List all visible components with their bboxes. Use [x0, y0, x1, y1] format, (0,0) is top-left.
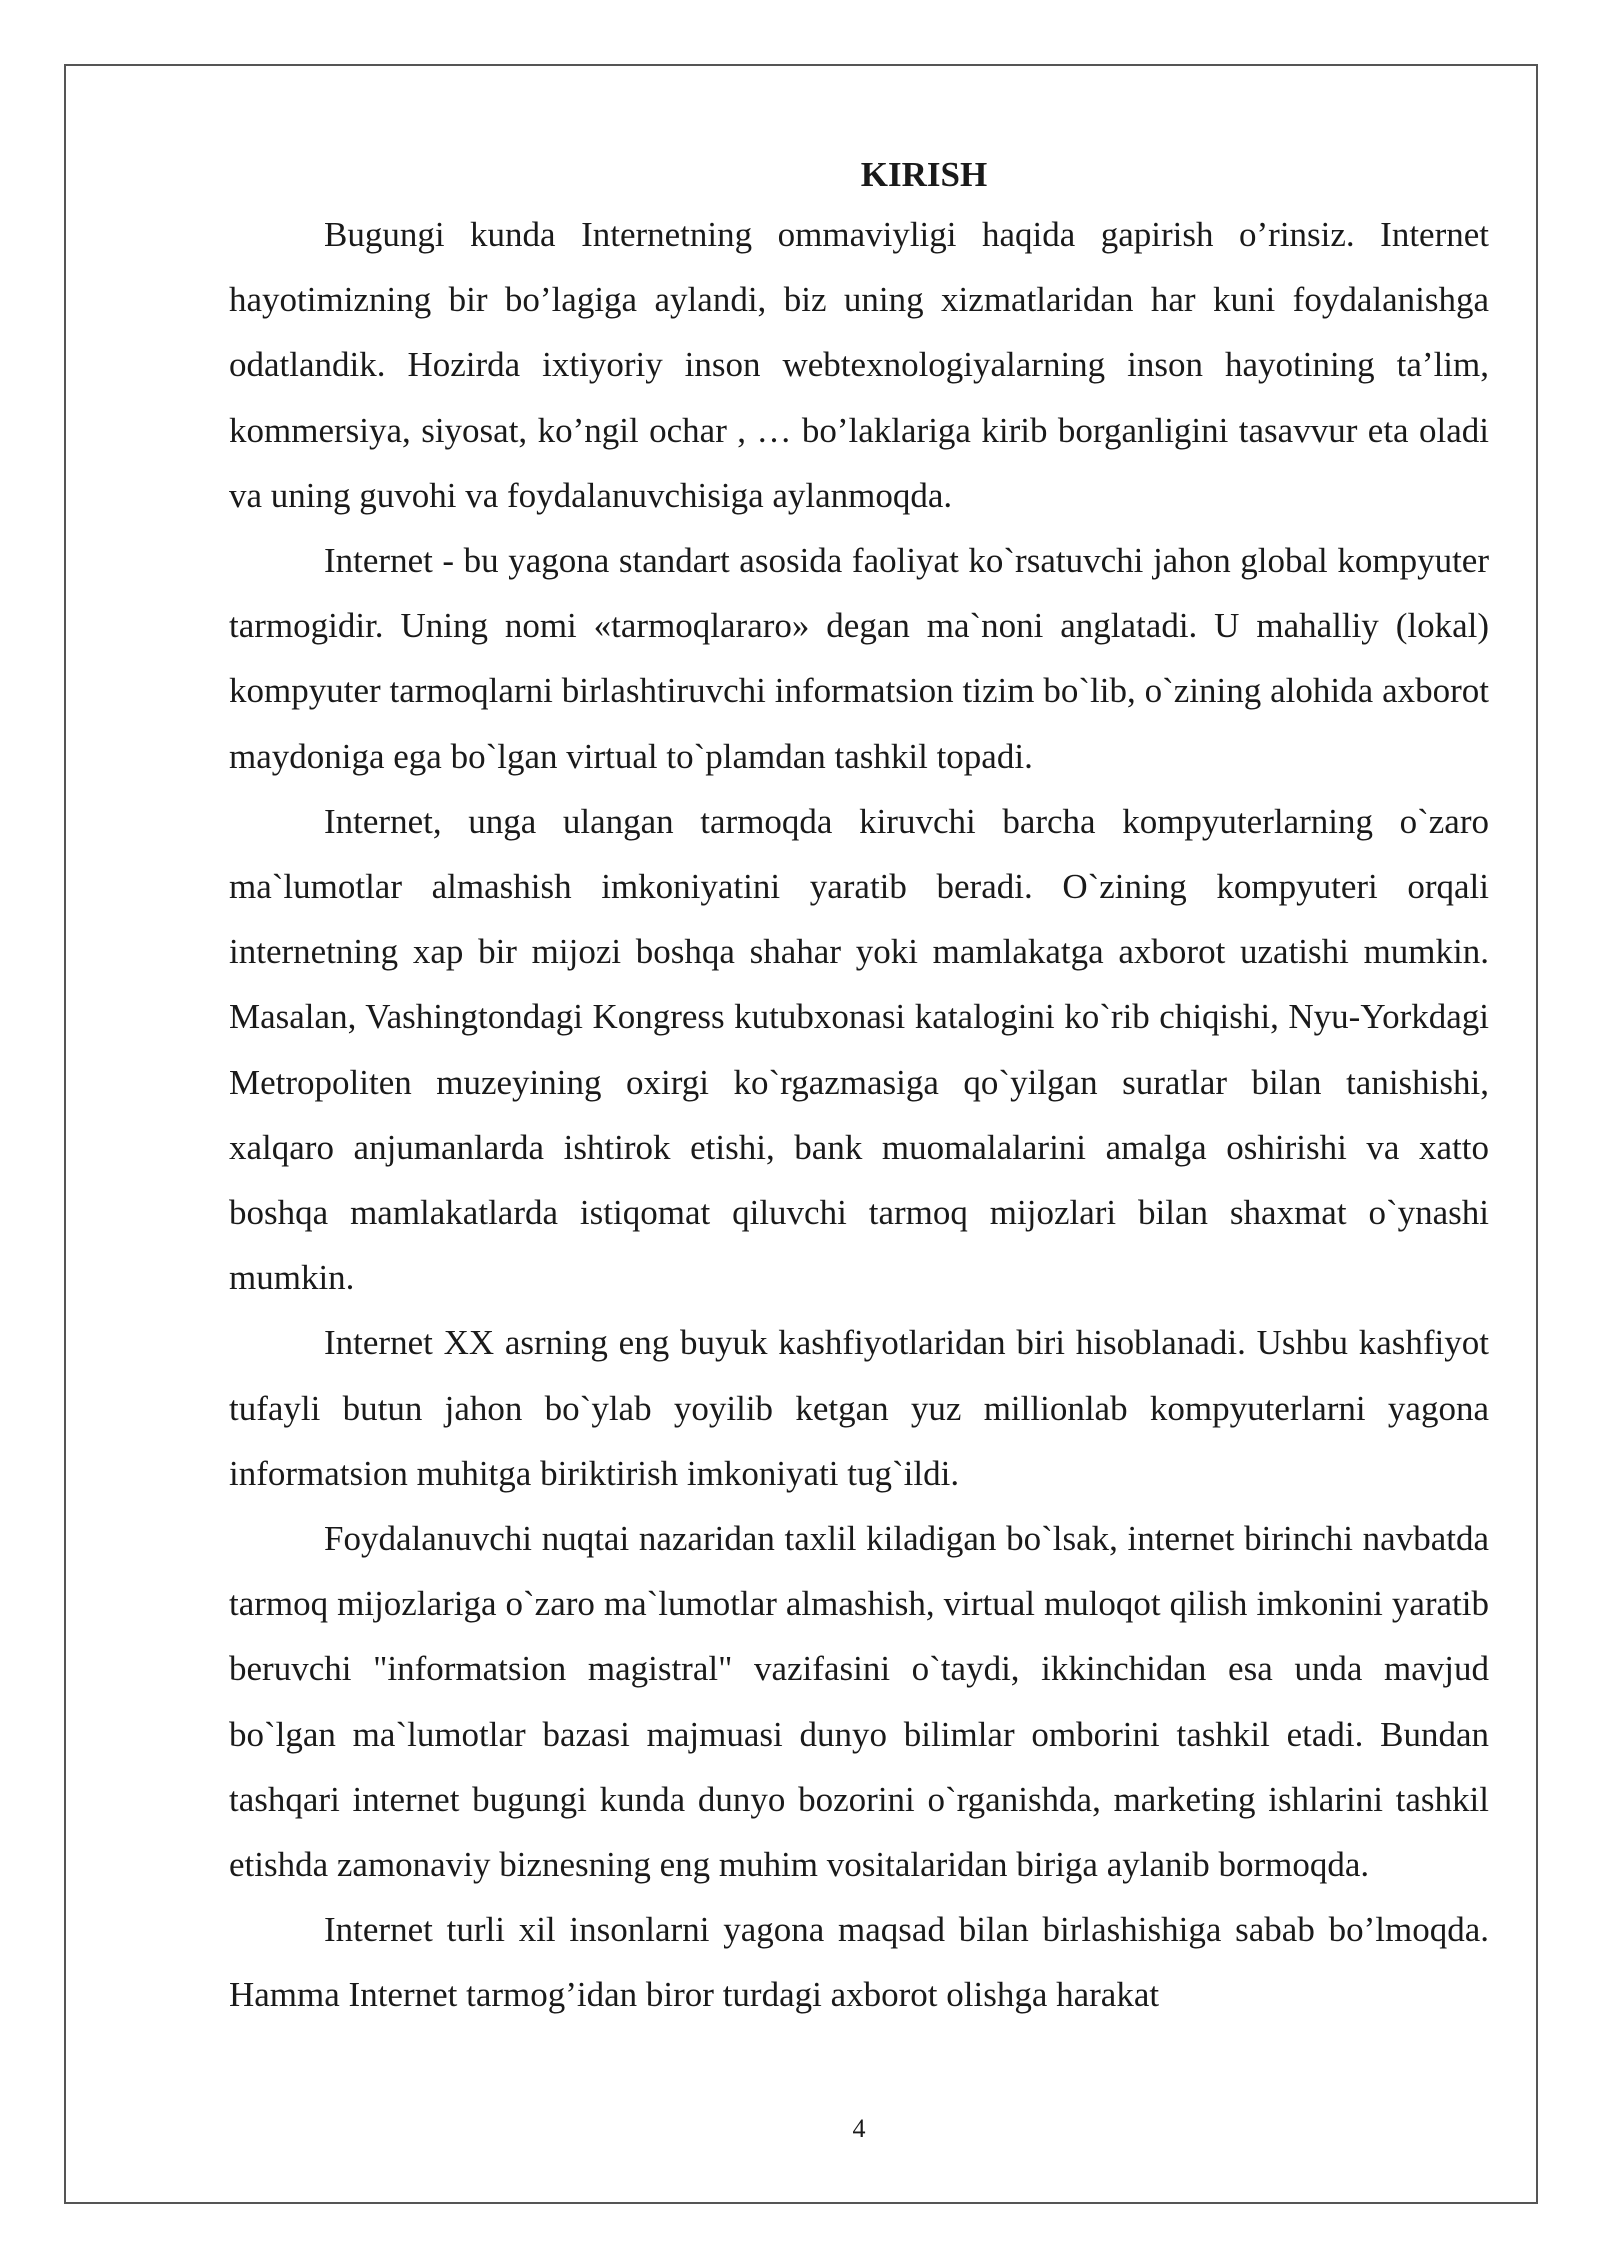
paragraph-1: Bugungi kunda Internetning ommaviyligi haqida gapirish o’rinsiz. Internet hayotimizning bir bo’lagiga aylandi, biz uning xizmatlaridan har kuni foydalanishga odatlandik. Hozirda ixtiyoriy inson webtexnologiyalarning inson hayotining ta’lim, kommersiya, siyosat, ko’ngil ochar , … bo’laklariga kirib borganligini tasavvur eta oladi va uning guvohi va foydalanuvchisiga aylanmoqda.: [229, 215, 1489, 515]
paragraph-2: Internet - bu yagona standart asosida faoliyat ko`rsatuvchi jahon global kompyuter tarmogidir. Uning nomi «tarmoqlararo» degan ma`noni anglatadi. U mahalliy (lokal) kompyuter tarmoqlarni birlashtiruvchi informatsion tizim bo`lib, o`zining alohida axborot maydoniga ega bo`lgan virtual to`plamdan tashkil topadi.: [229, 541, 1489, 776]
document-body: [229, 150, 1489, 2028]
document-title: KIRISH: [860, 155, 988, 194]
paragraph-6: Internet turli xil insonlarni yagona maqsad bilan birlashishiga sabab bo’lmoqda. Hamma Internet tarmog’idan biror turdagi axborot olishga harakat: [229, 1910, 1489, 2015]
paragraph-4: Internet XX asrning eng buyuk kashfiyotlaridan biri hisoblanadi. Ushbu kashfiyot tufayli butun jahon bo`ylab yoyilib ketgan yuz millionlab kompyuterlarni yagona informatsion muhitga biriktirish imkoniyati tug`ildi.: [229, 1323, 1489, 1493]
paragraph-5: Foydalanuvchi nuqtai nazaridan taxlil kiladigan bo`lsak, internet birinchi navbatda tarmoq mijozlariga o`zaro ma`lumotlar almashish, virtual muloqot qilish imkonini yaratib beruvchi "informatsion magistral" vazifasini o`taydi, ikkinchidan esa unda mavjud bo`lgan ma`lumotlar bazasi majmuasi dunyo bilimlar omborini tashkil etadi. Bundan tashqari internet bugungi kunda dunyo bozorini o`rganishda, marketing ishlarini tashkil etishda zamonaviy biznesning eng muhim vositalaridan biriga aylanib bormoqda.: [229, 1519, 1489, 1885]
paragraph-3: Internet, unga ulangan tarmoqda kiruvchi barcha kompyuterlarning o`zaro ma`lumotlar almashish imkoniyatini yaratib beradi. O`zining kompyuteri orqali internetning xap bir mijozi boshqa shahar yoki mamlakatga axborot uzatishi mumkin. Masalan, Vashingtondagi Kongress kutubxonasi katalogini ko`rib chiqishi, Nyu-Yorkdagi Metropoliten muzeyining oxirgi ko`rgazmasiga qo`yilgan suratlar bilan tanishishi, xalqaro anjumanlarda ishtirok etishi, bank muomalalarini amalga oshirishi va xatto boshqa mamlakatlarda istiqomat qiluvchi tarmoq mijozlari bilan shaxmat o`ynashi mumkin.: [229, 801, 1489, 1298]
page-number: 4: [852, 2114, 866, 2143]
